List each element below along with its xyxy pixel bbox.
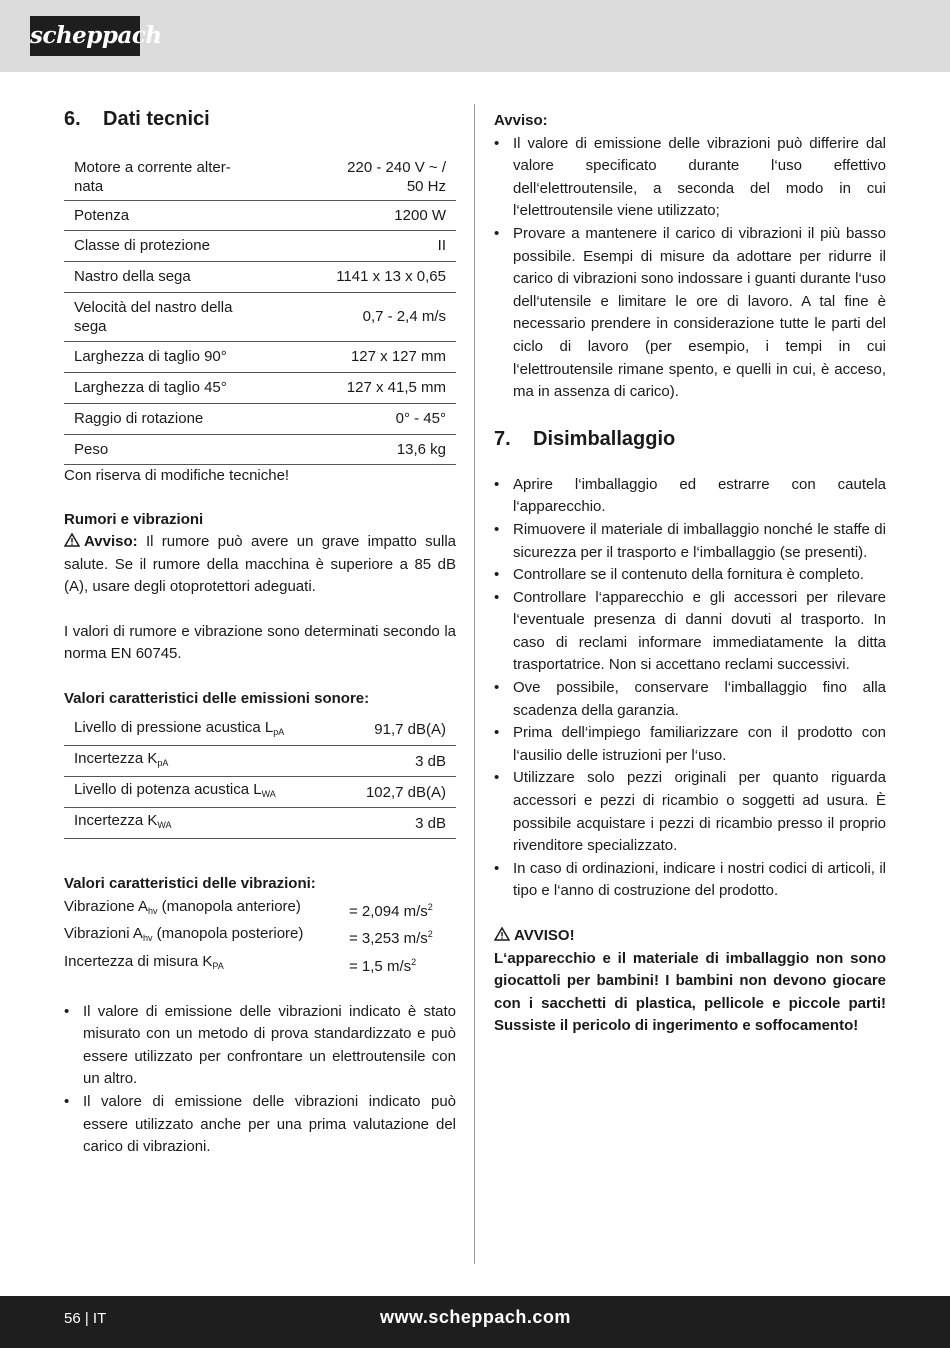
- scheppach-logo: scheppach: [30, 16, 140, 56]
- vibration-notes: [64, 1001, 456, 1159]
- website-link[interactable]: www.scheppach.com: [380, 1307, 571, 1327]
- noise-heading: Rumori e vibrazioni: [64, 510, 204, 528]
- sound-row: [64, 777, 456, 808]
- sound-label-subscript: WA: [261, 789, 276, 800]
- sound-row: [64, 715, 456, 746]
- vibration-row: [64, 896, 456, 924]
- list-item: • Aprire l‘imballaggio ed estrarre con cautela l‘apparecchio.: [494, 474, 886, 519]
- sound-label-subscript: pA: [273, 726, 285, 737]
- section-6-heading: [64, 104, 456, 134]
- vibration-label: [64, 896, 349, 924]
- warning-heading-text: AVVISO!: [514, 927, 575, 944]
- spec-label: Motore a corrente alter- nata: [74, 158, 231, 195]
- spec-label: Larghezza di taglio 45°: [74, 379, 227, 396]
- sound-label: [64, 746, 337, 777]
- list-item: • Controllare se il contenuto della fornitura è completo.: [494, 564, 886, 587]
- vibration-value-text: = 1,5 m/s: [349, 957, 412, 975]
- section-title: Dati tecnici: [103, 108, 210, 130]
- vibration-superscript: 2: [411, 956, 417, 967]
- list-item: • Il valore di emissione delle vibrazioni indicato può essere utilizzato anche per una prima valutazione del carico di vibrazioni.: [64, 1091, 456, 1159]
- vibration-heading: Valori caratteristici delle vibrazioni:: [64, 875, 316, 893]
- sound-table: [64, 715, 456, 840]
- spec-label: Peso: [74, 440, 109, 458]
- spec-row: [64, 403, 456, 434]
- sound-row: [64, 808, 456, 839]
- page-header: [0, 0, 950, 72]
- spec-label: Velocità del nastro della sega: [74, 298, 233, 335]
- sound-label-subscript: pA: [157, 758, 169, 769]
- noise-warning-text: Il rumore può avere un grave impatto sulla salute. Se il rumore della macchina è superiore a 85 dB (A), usare degli otoprotettori adeguati.: [64, 533, 456, 596]
- vibration-label: [64, 923, 349, 951]
- list-item: • Prima dell‘impiego familiarizzare con il prodotto con l‘ausilio delle istruzioni per l‘uso.: [494, 722, 886, 767]
- sound-value: 102,7 dB(A): [365, 783, 446, 801]
- vibration-superscript: 2: [427, 929, 433, 940]
- spec-row: [64, 341, 456, 372]
- spec-row: [64, 230, 456, 261]
- spec-label: Raggio di rotazione: [74, 410, 204, 427]
- vibration-label-text: Vibrazioni A: [64, 925, 143, 943]
- sound-value: 3 dB: [415, 814, 446, 832]
- spec-row: [64, 154, 456, 200]
- list-item: • Ove possibile, conservare l‘imballaggio fino alla scadenza della garanzia.: [494, 677, 886, 722]
- left-column: [64, 104, 456, 1159]
- spec-label: Nastro della sega: [74, 268, 191, 285]
- reserve-note: Con riserva di modifiche tecniche!: [64, 466, 290, 484]
- vibration-row: [64, 951, 456, 979]
- section-number: 7.: [494, 427, 511, 450]
- vibration-label-suffix: (manopola posteriore): [152, 925, 304, 943]
- column-divider: [474, 104, 475, 1264]
- page-footer: [0, 1296, 950, 1348]
- vibration-superscript: 2: [427, 901, 433, 912]
- spec-label: Classe di protezione: [74, 237, 210, 254]
- vibration-label: [64, 951, 349, 979]
- vibration-subscript: PA: [212, 960, 224, 971]
- spec-value: 0,7 - 2,4 m/s: [362, 308, 446, 325]
- avviso-warning-heading: [494, 925, 886, 948]
- spec-value: 127 x 127 mm: [350, 348, 446, 365]
- spec-value: 220 - 240 V ~ / 50 Hz: [347, 158, 446, 195]
- section-title: Disimballaggio: [533, 427, 676, 450]
- sound-label-text: Livello di potenza acustica L: [74, 781, 262, 799]
- list-item: • Rimuovere il materiale di imballaggio nonché le staffe di sicurezza per il trasporto e l‘imballaggio (se presenti).: [494, 519, 886, 564]
- spec-row: [64, 261, 456, 292]
- sound-label-text: Incertezza K: [74, 812, 158, 830]
- spec-label: Potenza: [74, 206, 130, 224]
- list-item: • Utilizzare solo pezzi originali per quanto riguarda accessori e pezzi di ricambio o soggetti ad usura. È possibile acquistare i pezzi di ricambio presso il proprio rivenditore specializzato.: [494, 767, 886, 857]
- right-column: [494, 110, 886, 1038]
- sound-heading: Valori caratteristici delle emissioni sonore:: [64, 690, 370, 708]
- sound-label-text: Livello di pressione acustica L: [74, 718, 274, 736]
- vibration-list: [64, 896, 456, 979]
- list-item: • Provare a mantenere il carico di vibrazioni il più basso possibile. Esempi di misure da adottare per ridurre il carico di vibrazioni sono indossare i guanti durante l‘uso dell‘utensile e limitare le ore di lavoro. A tal fine è necessario prendere in considerazione tutte le parti del ciclo di lavoro (per esempio, i tempi in cui l‘elettroutensile rimane spento, e quelli in cui, è acceso, ma in assenza di carico).: [494, 223, 886, 404]
- spec-value: 1141 x 13 x 0,65: [336, 268, 446, 285]
- vibration-label-text: Vibrazione A: [64, 897, 148, 915]
- vibration-value: [349, 923, 433, 951]
- vibration-value: [349, 896, 433, 924]
- vibration-label-suffix: (manopola anteriore): [157, 897, 301, 915]
- warning-icon: [64, 533, 80, 547]
- sound-label: [64, 808, 337, 839]
- vibration-subscript: hv: [147, 905, 158, 916]
- spec-value: 13,6 kg: [396, 440, 446, 458]
- page-number: 56 | IT: [64, 1310, 107, 1327]
- spec-value: 0° - 45°: [395, 410, 446, 427]
- sound-label: [64, 777, 337, 808]
- spec-value: 1200 W: [394, 206, 446, 224]
- warning-text: L‘apparecchio e il materiale di imballaggio non sono giocattoli per bambini! I bambini non devono giocare con i sacchetti di plastica, pellicole e piccole parti! Sussiste il pericolo di ingerimento e soffocamento!: [494, 949, 886, 1035]
- sound-value: 91,7 dB(A): [374, 721, 446, 739]
- noise-warning-label: Avviso:: [84, 533, 138, 551]
- list-item: • Controllare l‘apparecchio e gli accessori per rilevare l‘eventuale presenza di danni dovuti al trasporto. In caso di reclami informare immediatamente la ditta trasportatrice. Non si accettano reclami successivi.: [494, 587, 886, 677]
- noise-warning: [64, 531, 456, 599]
- list-item: • Il valore di emissione delle vibrazioni indicato è stato misurato con un metodo di prova standardizzato e può essere utilizzato per confrontare un elettroutensile con un altro.: [64, 1001, 456, 1091]
- spec-row: [64, 200, 456, 230]
- sound-label: [64, 715, 337, 746]
- section-7-heading: [494, 424, 886, 454]
- list-item: • Il valore di emissione delle vibrazioni può differire dal valore specificato durante l‘uso effettivo dell‘elettroutensile, a seconda del modo in cui l‘elettroutensile viene utilizzato;: [494, 133, 886, 223]
- avviso-heading: Avviso:: [494, 112, 548, 129]
- spec-value: II: [437, 237, 446, 254]
- vibration-label-text: Incertezza di misura K: [64, 952, 213, 970]
- sound-label-text: Incertezza K: [74, 750, 158, 768]
- sound-value: 3 dB: [415, 752, 446, 770]
- vibration-row: [64, 923, 456, 951]
- vibration-subscript: hv: [142, 933, 153, 944]
- specs-table: [64, 154, 456, 465]
- vibration-value-text: = 2,094 m/s: [349, 902, 428, 920]
- spec-row: [64, 434, 456, 464]
- norm-text: I valori di rumore e vibrazione sono determinati secondo la norma EN 60745.: [64, 622, 456, 663]
- section-number: 6.: [64, 108, 81, 130]
- sound-label-subscript: WA: [157, 820, 172, 831]
- sound-row: [64, 746, 456, 777]
- list-item: • In caso di ordinazioni, indicare i nostri codici di articoli, il tipo e l‘anno di costruzione del prodotto.: [494, 858, 886, 903]
- spec-value: 127 x 41,5 mm: [346, 379, 446, 396]
- vibration-value-text: = 3,253 m/s: [349, 930, 428, 948]
- spec-row: [64, 372, 456, 403]
- spec-row: [64, 292, 456, 341]
- warning-icon: [494, 927, 510, 941]
- unpack-list: [494, 474, 886, 903]
- avviso-list: [494, 133, 886, 404]
- vibration-value: [349, 951, 416, 979]
- spec-label: Larghezza di taglio 90°: [74, 348, 227, 365]
